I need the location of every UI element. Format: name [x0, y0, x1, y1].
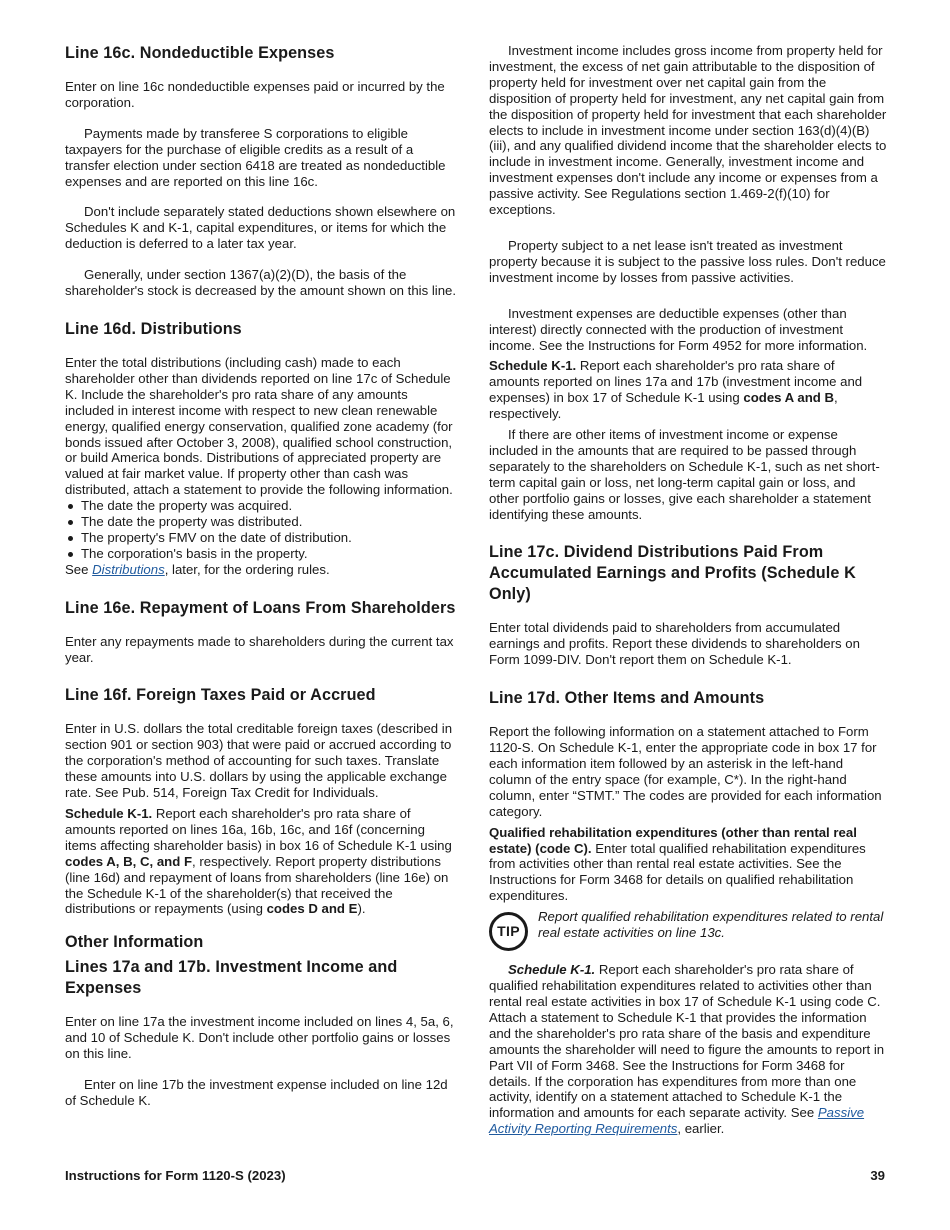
paragraph [65, 562, 460, 578]
page-number: 39 [870, 1168, 885, 1183]
heading-line-16f: Line 16f. Foreign Taxes Paid or Accrued [65, 686, 376, 705]
tip-text: Report qualified rehabilitation expenditures related to rental real estate activities on line 13c. [538, 909, 884, 941]
heading-line-17c: Line 17c. Dividend Distributions Paid From Accumulated Earnings and Profits (Schedule K Only) [489, 543, 856, 604]
tip-box [489, 909, 887, 951]
paragraph: Investment income includes gross income from property held for investment, the excess of net gain attributable to the disposition of property held for investment over net capital gain from the disposition of property held for investment, any net capital gain from the disposition of property held for investment that each shareholder elects to include in investment income under section 163(d)(4)(B)(iii), and any qualified dividend income that the shareholder elects to include in investment income. Generally, investment income and investment expenses don't include any income or expenses from a passive activity. See Regulations section 1.469-2(f)(10) for exceptions. [489, 43, 887, 218]
paragraph: Property subject to a net lease isn't treated as investment property because it is subject to the passive loss rules. Don't reduce investment income by losses from passive activities. [489, 237, 886, 285]
schedule-k1-label: Schedule K-1. [65, 806, 153, 821]
list-item: The property's FMV on the date of distribution. [65, 530, 460, 546]
tip-icon: TIP [489, 912, 528, 951]
text-run: Report each shareholder's pro rata share of amounts reported on lines 16a, 16b, 16c, and 16f (concerning items affecting shareholder basis) in box 16 of Schedule K-1 using [65, 806, 452, 853]
paragraph: Payments made by transferee S corporations to eligible taxpayers for the purchase of eligible credits as a result of a transfer election under section 6418 are treated as nondeductible expenses and are reported on this line 16c. [65, 125, 446, 189]
passive-activity-link[interactable]: Passive Activity Reporting Requirements [489, 1105, 865, 1137]
text-run: Enter total qualified rehabilitation expenditures from activities other than rental real estate activities. See the Instructions for Form 3468 for details on qualified rehabilitation expenditures. [489, 840, 866, 904]
left-column [65, 43, 460, 1124]
paragraph: Investment expenses are deductible expenses (other than interest) directly connected with the production of investment income. See the Instructions for Form 4952 for more information. [489, 305, 868, 353]
text-run: See [65, 561, 93, 577]
paragraph: If there are other items of investment income or expense included in the amounts that are required to be passed through separately to the shareholders on Schedule K-1, such as net short-term capital gain or loss, net long-term capital gain or loss, and other portfolio gains or losses, give each shareholder a statement identifying these amounts. [489, 427, 880, 522]
text-run: codes D and E [266, 901, 358, 917]
schedule-k1-label: Schedule K-1. [508, 962, 596, 978]
schedule-k1-label: Schedule K-1. [489, 358, 577, 374]
text-run: , respectively. [489, 390, 838, 422]
text-run: Report each shareholder's pro rata share of qualified rehabilitation expenditures related to activities other than rental real estate activities in box 17 of Schedule K-1 using code C. Attach a statement to Schedule K-1 that provides the information and the shareholder's pro rata share of the basis and expenditure amounts the shareholder will need to figure the amounts to report in Part VII of Form 3468. See the Instructions for Form 3468 for details. If the corporation has expenditures from more than one activity, identify on a statement attached to Schedule K-1 the information and amounts for each separate activity. See [489, 962, 885, 1121]
paragraph: Report the following information on a statement attached to Form 1120-S. On Schedule K-1, enter the appropriate code in box 17 for each information item followed by an asterisk in the left-hand column of the entry space (for example, C*). In the right-hand column, enter “STMT.” The codes are provided for each information category. [489, 724, 882, 819]
paragraph: Enter on line 17b the investment expense included on line 12d of Schedule K. [65, 1077, 448, 1108]
page-footer [65, 1168, 885, 1184]
paragraph: Enter any repayments made to shareholders during the current tax year. [65, 633, 454, 665]
heading-other-information: Other Information [65, 933, 204, 952]
distributions-link[interactable]: Distributions [92, 561, 165, 577]
text-run: , respectively. Report property distributions (line 16d) and repayment of loans from shareholders (line 16e) on the Schedule K-1 of the shareholder(s) that received the distributions or repayments (using [65, 853, 449, 917]
qre-paragraph [489, 825, 887, 905]
paragraph: Enter total dividends paid to shareholders from accumulated earnings and profits. Report these dividends to shareholders on Form 1099-DIV. Don't report them on Schedule K-1. [489, 620, 860, 668]
schedule-k1-paragraph [489, 358, 887, 422]
footer-title: Instructions for Form 1120-S (2023) [65, 1168, 286, 1183]
text-run: , later, for the ordering rules. [164, 561, 330, 577]
property-info-list [65, 498, 460, 562]
paragraph: Generally, under section 1367(a)(2)(D), the basis of the shareholder's stock is decreased by the amount shown on this line. [65, 267, 457, 299]
paragraph: Don't include separately stated deductions shown elsewhere on Schedules K and K-1, capital expenditures, or items for which the deduction is deferred to a later tax year. [65, 204, 456, 252]
text-run: ). [357, 901, 366, 917]
heading-lines-17a-17b: Lines 17a and 17b. Investment Income and Expenses [65, 958, 398, 998]
right-column [489, 43, 887, 1152]
paragraph: Enter in U.S. dollars the total creditable foreign taxes (described in section 901 or section 903) that were paid or accrued according to the corporation's method of accounting for such taxes. Translate these amounts into U.S. dollars by using the applicable exchange rate. See Pub. 514, Foreign Tax Credit for Individuals. [65, 721, 453, 801]
text-run: codes A and B [743, 390, 835, 406]
heading-line-16e: Line 16e. Repayment of Loans From Shareholders [65, 598, 456, 617]
paragraph: Enter the total distributions (including cash) made to each shareholder other than dividends reported on line 17c of Schedule K. Include the shareholder's pro rata share of any amounts included in interest income with respect to new clean renewable energy, qualified energy conservation, qualified zone academy (for bonds issued after October 3, 2008), qualified school construction, or build America bonds. Distributions of appreciated property are valued at fair market value. If property other than cash was distributed, attach a statement to provide the following information. [65, 354, 453, 498]
schedule-k1-paragraph [489, 962, 887, 1137]
heading-line-16d: Line 16d. Distributions [65, 319, 242, 338]
paragraph: Enter on line 16c nondeductible expenses paid or incurred by the corporation. [65, 79, 445, 110]
text-run: , earlier. [677, 1121, 725, 1137]
text-run: codes A, B, C, and F [65, 853, 193, 869]
paragraph: Enter on line 17a the investment income included on lines 4, 5a, 6, and 10 of Schedule K. Don't include other portfolio gains or losses on this line. [65, 1014, 454, 1062]
text-run: Report each shareholder's pro rata share of amounts reported on lines 17a and 17b (investment income and expenses) in box 17 of Schedule K-1 using [489, 358, 863, 406]
list-item: The date the property was distributed. [65, 514, 460, 530]
qre-label: Qualified rehabilitation expenditures (other than rental real estate) (code C). [489, 824, 857, 856]
list-item: The corporation's basis in the property. [65, 546, 460, 562]
heading-line-17d: Line 17d. Other Items and Amounts [489, 689, 765, 708]
heading-line-16c: Line 16c. Nondeductible Expenses [65, 44, 335, 62]
list-item: The date the property was acquired. [65, 498, 460, 514]
schedule-k1-paragraph [65, 806, 460, 917]
